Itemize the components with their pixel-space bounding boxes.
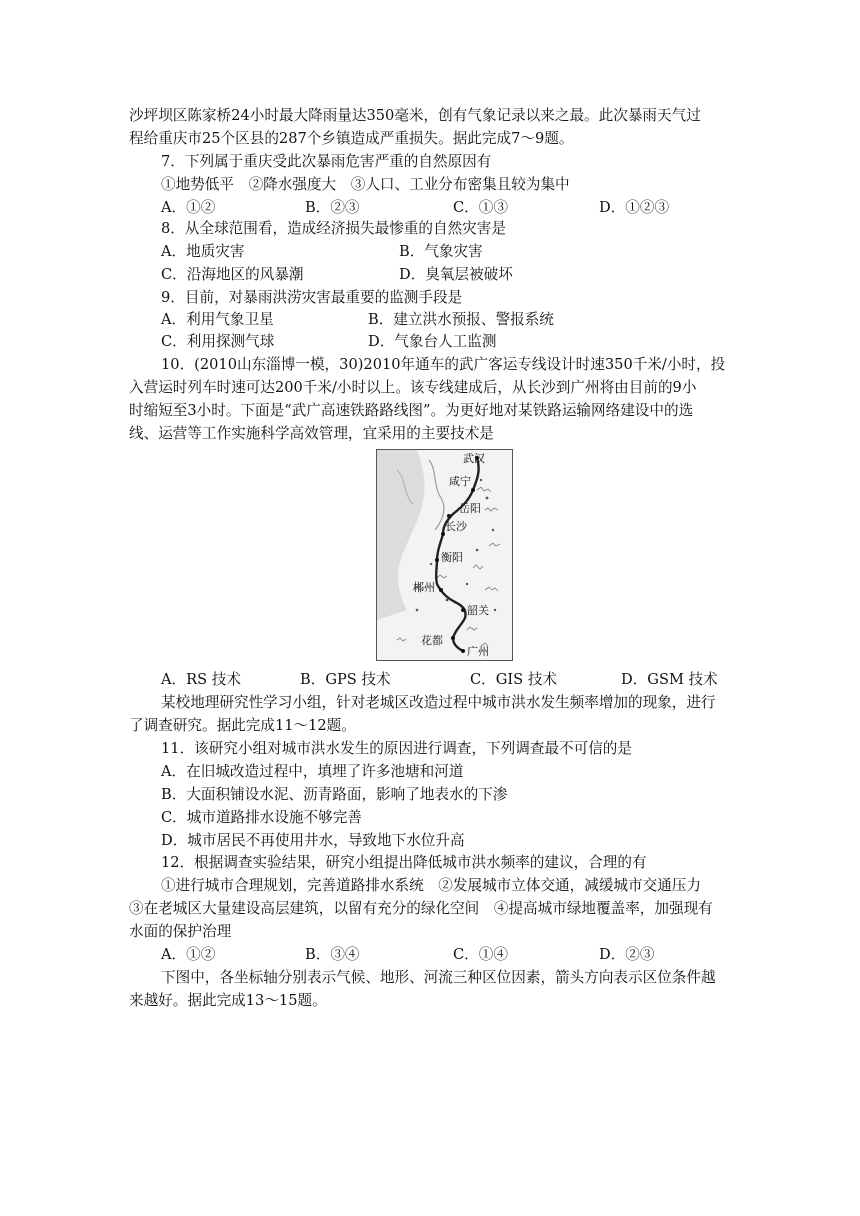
intro-7-9-line-2: 程给重庆市25个区县的287个乡镇造成严重损失。据此完成7～9题。 bbox=[129, 130, 574, 147]
question-11-option-b: B．大面积铺设水泥、沥青路面，影响了地表水的下渗 bbox=[161, 786, 508, 803]
question-10-line-2: 入营运时列车时速可达200千米/小时以上。该专线建成后，从长沙到广州将由目前的9小 bbox=[129, 379, 697, 396]
question-10-line-4: 线、运营等工作实施科学高效管理，宜采用的主要技术是 bbox=[129, 425, 494, 442]
question-7-items: ①地势低平 ②降水强度大 ③人口、工业分布密集且较为集中 bbox=[161, 176, 570, 193]
question-11-stem: 11．该研究小组对城市洪水发生的原因进行调查，下列调查最不可信的是 bbox=[161, 740, 632, 757]
question-9-option-c: C．利用探测气球 bbox=[161, 333, 275, 350]
question-7-option-c: C．①③ bbox=[453, 199, 508, 216]
map-city-yueyang: 岳阳 bbox=[459, 502, 481, 515]
map-city-shaoguan: 韶关 bbox=[467, 604, 489, 617]
map-city-huadu: 花都 bbox=[421, 634, 443, 647]
intro-11-12-line-2: 了调查研究。据此完成11～12题。 bbox=[129, 717, 356, 734]
question-12-line-3: 水面的保护治理 bbox=[129, 923, 232, 940]
question-8-option-c: C．沿海地区的风暴潮 bbox=[161, 266, 304, 283]
question-11-option-d: D．城市居民不再使用井水，导致地下水位升高 bbox=[161, 832, 465, 849]
map-city-xianning: 咸宁 bbox=[449, 475, 471, 488]
intro-13-15-line-1: 下图中，各坐标轴分别表示气候、地形、河流三种区位因素，箭头方向表示区位条件越 bbox=[161, 969, 716, 986]
question-10-option-a: A．RS 技术 bbox=[161, 671, 241, 688]
intro-13-15-line-2: 来越好。据此完成13～15题。 bbox=[129, 992, 327, 1009]
question-9-stem: 9．目前，对暴雨洪涝灾害最重要的监测手段是 bbox=[161, 289, 463, 306]
question-7-stem: 7．下列属于重庆受此次暴雨危害严重的自然原因有 bbox=[161, 153, 492, 170]
map-city-changsha: 长沙 bbox=[445, 520, 467, 533]
map-city-guangzhou: 广州 bbox=[467, 645, 489, 658]
question-9-option-d: D．气象台人工监测 bbox=[368, 333, 497, 350]
wuguang-railway-map bbox=[376, 449, 513, 661]
question-12-stem: 12．根据调查实验结果，研究小组提出降低城市洪水频率的建议，合理的有 bbox=[161, 854, 647, 871]
intro-11-12-line-1: 某校地理研究性学习小组，针对老城区改造过程中城市洪水发生频率增加的现象，进行 bbox=[161, 694, 716, 711]
question-12-option-a: A．①② bbox=[161, 946, 216, 963]
question-10-line-3: 时缩短至3小时。下面是“武广高速铁路路线图”。为更好地对某铁路运输网络建设中的选 bbox=[129, 402, 694, 419]
intro-7-9-line-1: 沙坪坝区陈家桥24小时最大降雨量达350毫米，创有气象记录以来之最。此次暴雨天气过 bbox=[129, 107, 701, 124]
question-9-option-b: B．建立洪水预报、警报系统 bbox=[368, 311, 554, 328]
question-8-option-d: D．臭氧层被破坏 bbox=[399, 266, 513, 283]
question-12-option-b: B．③④ bbox=[305, 946, 360, 963]
question-10-option-d: D．GSM 技术 bbox=[621, 671, 718, 688]
question-11-option-a: A．在旧城改造过程中，填埋了许多池塘和河道 bbox=[161, 763, 464, 780]
question-12-option-d: D．②③ bbox=[599, 946, 655, 963]
question-11-option-c: C．城市道路排水设施不够完善 bbox=[161, 809, 362, 826]
question-7-option-d: D．①②③ bbox=[599, 199, 670, 216]
map-city-wuhan: 武汉 bbox=[463, 452, 485, 465]
question-12-option-c: C．①④ bbox=[453, 946, 508, 963]
question-8-stem: 8．从全球范围看，造成经济损失最惨重的自然灾害是 bbox=[161, 220, 506, 237]
question-8-option-a: A．地质灾害 bbox=[161, 243, 245, 260]
question-10-line-1: 10．(2010山东淄博一模，30)2010年通车的武广客运专线设计时速350千米/小时，投 bbox=[161, 356, 726, 373]
question-9-option-a: A．利用气象卫星 bbox=[161, 311, 274, 328]
river-line bbox=[429, 460, 444, 530]
question-7-option-a: A．①② bbox=[161, 199, 216, 216]
question-10-option-b: B．GPS 技术 bbox=[300, 671, 391, 688]
question-7-option-b: B．②③ bbox=[305, 199, 360, 216]
map-city-chenzhou: 郴州 bbox=[413, 581, 435, 594]
question-10-option-c: C．GIS 技术 bbox=[470, 671, 558, 688]
question-12-line-2: ③在老城区大量建设高层建筑，以留有充分的绿化空间 ④提高城市绿地覆盖率，加强现有 bbox=[129, 900, 713, 917]
map-city-hengyang: 衡阳 bbox=[441, 551, 463, 564]
question-12-line-1: ①进行城市合理规划，完善道路排水系统 ②发展城市立体交通，减缓城市交通压力 bbox=[161, 877, 701, 894]
question-8-option-b: B．气象灾害 bbox=[399, 243, 483, 260]
